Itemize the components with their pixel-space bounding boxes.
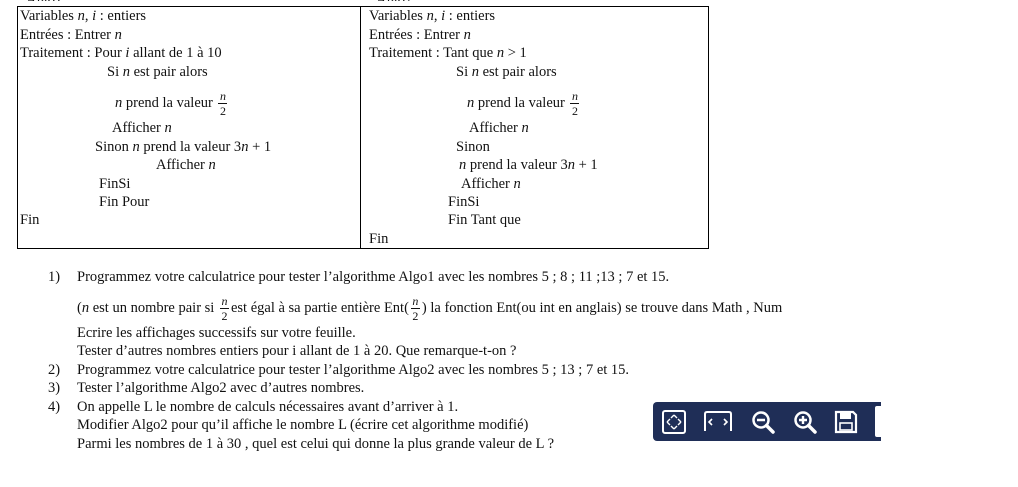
- question-1-parity-note: (n est un nombre pair si $\frac{n}{2}$ est égal à sa partie entière Ent( $\frac{n}{2}$ ) la fonction Ent(ou int en anglais) se trouve dans Math , Num: [77, 294, 783, 323]
- fraction-n-over-2: $\frac{n}{2}$: [221, 294, 228, 323]
- question-2-text: Programmez votre calculatrice pour tester l’algorithme Algo2 avec les nombres 5 ; 13 ; 7 et 15.: [77, 362, 630, 378]
- algo2-line-fin: Fin: [369, 231, 389, 247]
- algo2-header: [376, 0, 412, 1]
- algo1-line-sinon: Sinon n prend la valeur 3n + 1: [95, 139, 272, 155]
- algo1-line-si: Si n est pair alors: [107, 64, 208, 80]
- question-4-text: On appelle L le nombre de calculs nécessaires avant d’arriver à 1.: [77, 399, 459, 415]
- save-button[interactable]: [831, 407, 861, 437]
- viewer-toolbar: [653, 402, 881, 441]
- fit-width-button[interactable]: [701, 407, 735, 437]
- algo1-header: [26, 0, 62, 1]
- fraction-n-over-2: $\frac{n}{2}$: [219, 89, 226, 118]
- algo2-line-sinon: Sinon: [456, 139, 490, 155]
- toolbar-overflow-edge: [875, 406, 881, 437]
- algo2-line-entrees: Entrées : Entrer n: [369, 27, 471, 43]
- question-1-ecrire: Ecrire les affichages successifs sur votre feuille.: [77, 325, 356, 341]
- question-number-2: 2): [48, 362, 61, 378]
- algo1-line-finpour: Fin Pour: [99, 194, 150, 210]
- fit-page-button[interactable]: [659, 407, 689, 437]
- algo1-line-afficher-2: Afficher n: [156, 157, 216, 173]
- question-1-tester: Tester d’autres nombres entiers pour i allant de 1 à 20. Que remarque-t-on ?: [77, 343, 517, 359]
- zoom-in-button[interactable]: [790, 407, 820, 437]
- algo2-line-si: Si n est pair alors: [456, 64, 557, 80]
- fit-page-icon: [661, 409, 687, 435]
- algo1-line-entrees: Entrées : Entrer n: [20, 27, 122, 43]
- fraction-n-over-2: $\frac{n}{2}$: [571, 89, 578, 118]
- algo1-line-variables: Variables n, i : entiers: [20, 8, 147, 24]
- question-number-4: 4): [48, 399, 61, 415]
- algo1-line-prend: n prend la valeur $\frac{n}{2}$: [115, 89, 226, 118]
- question-1-text: Programmez votre calculatrice pour tester l’algorithme Algo1 avec les nombres 5 ; 8 ; 11 ;13 ; 7 et 15.: [77, 269, 670, 285]
- table-divider: [360, 6, 361, 249]
- question-4-modifier: Modifier Algo2 pour qu’il affiche le nombre L (écrire cet algorithme modifié): [77, 417, 529, 433]
- algo1-line-traitement: Traitement : Pour i allant de 1 à 10: [20, 45, 222, 61]
- save-icon: [833, 409, 859, 435]
- algo1-line-fin: Fin: [20, 212, 40, 228]
- question-number-1: 1): [48, 269, 61, 285]
- question-4-parmi: Parmi les nombres de 1 à 30 , quel est celui qui donne la plus grande valeur de L ?: [77, 436, 555, 452]
- algo2-line-afficher: Afficher n: [469, 120, 529, 136]
- question-number-3: 3): [48, 380, 61, 396]
- algo1-line-finsi: FinSi: [99, 176, 131, 192]
- algo2-line-prend-3n: n prend la valeur 3n + 1: [459, 157, 598, 173]
- algo2-line-finsi: FinSi: [448, 194, 480, 210]
- zoom-in-icon: [792, 409, 818, 435]
- zoom-out-button[interactable]: [748, 407, 778, 437]
- question-3-text: Tester l’algorithme Algo2 avec d’autres nombres.: [77, 380, 365, 396]
- algo2-line-prend: n prend la valeur $\frac{n}{2}$: [467, 89, 578, 118]
- zoom-out-icon: [750, 409, 776, 435]
- algo2-line-traitement: Traitement : Tant que n > 1: [369, 45, 527, 61]
- algo2-line-variables: Variables n, i : entiers: [369, 8, 496, 24]
- algo1-line-afficher: Afficher n: [112, 120, 172, 136]
- fit-width-icon: [702, 409, 734, 435]
- fraction-n-over-2: $\frac{n}{2}$: [412, 294, 419, 323]
- algo2-line-fintantque: Fin Tant que: [448, 212, 521, 228]
- algo2-line-afficher-2: Afficher n: [461, 176, 521, 192]
